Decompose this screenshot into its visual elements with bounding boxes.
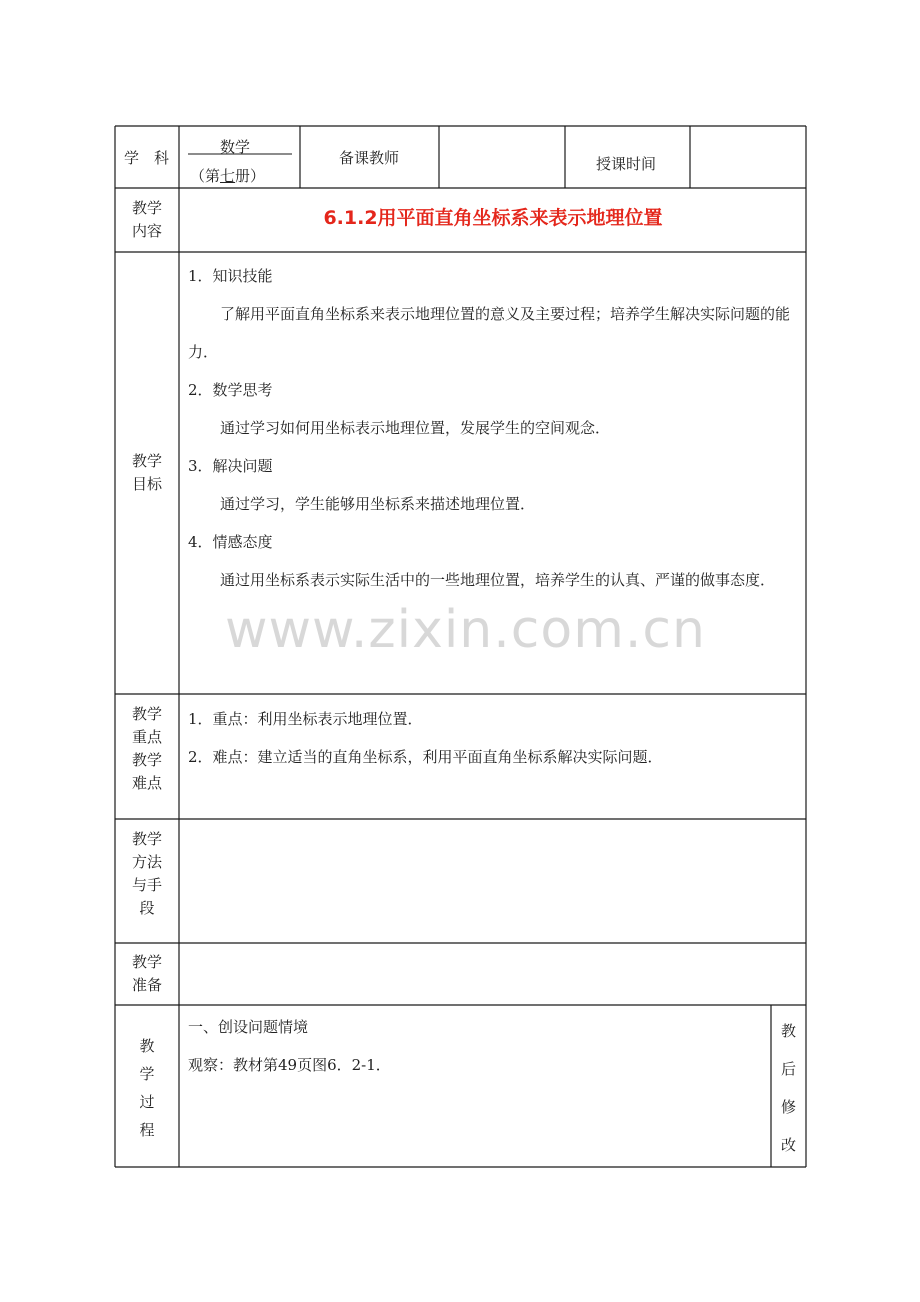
teacher-label: 备课教师 (339, 149, 400, 167)
volume-prefix: （第 (190, 167, 221, 185)
goals-list (188, 257, 794, 599)
process-lines (188, 1008, 764, 1084)
post-revision-label: 教 后 修 改 (780, 1022, 796, 1154)
method-label: 教学 方法 与手 段 (131, 830, 162, 917)
keypoint-item: 1．重点：利用坐标表示地理位置． (188, 710, 423, 728)
subject-value: 数学 (220, 138, 251, 156)
time-label: 授课时间 (596, 155, 657, 173)
subject-label: 学 科 (124, 149, 170, 167)
goal-heading: 2．数学思考 (188, 381, 273, 399)
volume-suffix: 册） (235, 167, 266, 185)
volume-value: 七 (220, 167, 236, 185)
goal-text: 了解用平面直角坐标系来表示地理位置的意义及主要过程；培养学生解决实际问题的能力． (188, 305, 791, 361)
goal-heading: 4．情感态度 (188, 533, 273, 551)
goals-label: 教学 目标 (131, 452, 162, 493)
content-label: 教学 内容 (131, 199, 162, 240)
goal-text: 通过学习如何用坐标表示地理位置，发展学生的空间观念． (220, 419, 611, 437)
keypoints-list (188, 700, 794, 776)
keypoint-item: 2．难点：建立适当的直角坐标系，利用平面直角坐标系解决实际问题． (188, 748, 663, 766)
process-line: 观察：教材第49页图6．2-1． (188, 1056, 391, 1074)
volume-line (190, 166, 265, 186)
goal-text: 通过学习，学生能够用坐标系来描述地理位置． (220, 495, 536, 513)
goal-text: 通过用坐标系表示实际生活中的一些地理位置，培养学生的认真、严谨的做事态度． (220, 571, 776, 589)
watermark: www.zixin.com.cn (225, 600, 706, 660)
prep-label: 教学 准备 (131, 953, 162, 994)
process-line: 一、创设问题情境 (188, 1018, 309, 1036)
keypoints-label: 教学 重点 教学 难点 (131, 705, 162, 792)
goal-heading: 1．知识技能 (188, 267, 273, 285)
lesson-title: 6.1.2用平面直角坐标系来表示地理位置 (323, 207, 663, 229)
goal-heading: 3．解决问题 (188, 457, 273, 475)
process-label: 教 学 过 程 (139, 1037, 155, 1139)
